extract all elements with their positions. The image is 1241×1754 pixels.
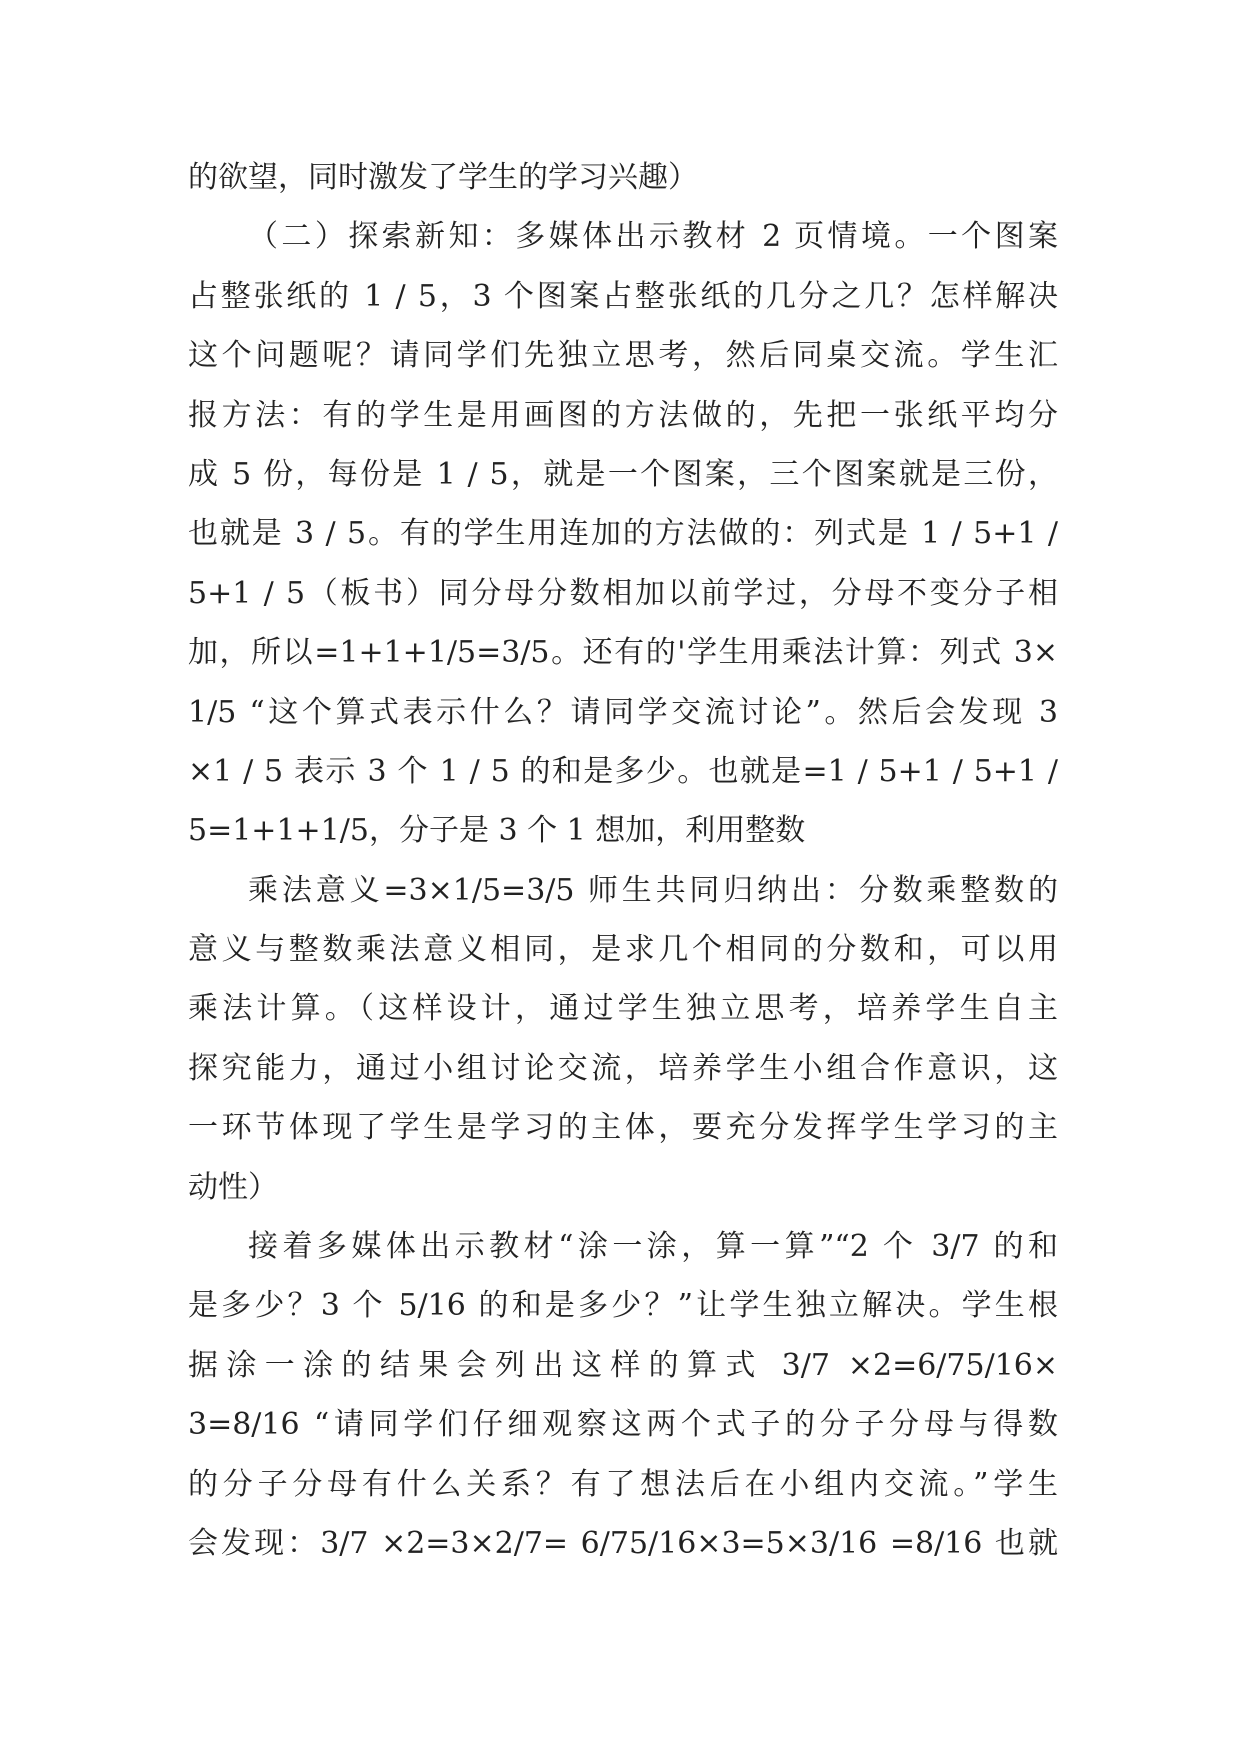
text-line: （二）探索新知：多媒体出示教材 2 页情境。一个图案	[248, 219, 1058, 255]
text-line: 3=8/16 “请同学们仔细观察这两个式子的分子分母与得数	[188, 1407, 1058, 1443]
text-line: ×1 / 5 表示 3 个 1 / 5 的和是多少。也就是=1 / 5+1 / 5+1 /	[188, 753, 1058, 789]
text-line: 加，所以=1+1+1/5=3/5。还有的'学生用乘法计算：列式 3×	[188, 635, 1058, 671]
text-line: 接着多媒体出示教材“涂一涂，算一算”“2 个 3/7 的和	[248, 1229, 1058, 1265]
text-line: 5=1+1+1/5，分子是 3 个 1 想加，利用整数	[188, 813, 806, 849]
text-line: 乘法意义=3×1/5=3/5 师生共同归纳出：分数乘整数的	[248, 872, 1058, 908]
text-line: 动性）	[188, 1169, 278, 1205]
text-line: 报方法：有的学生是用画图的方法做的，先把一张纸平均分	[188, 397, 1058, 433]
text-line: 乘法计算。（这样设计，通过学生独立思考，培养学生自主	[188, 991, 1058, 1027]
text-line: 5+1 / 5（板书）同分母分数相加以前学过，分母不变分子相	[188, 575, 1058, 611]
text-line: 1/5 “这个算式表示什么？请同学交流讨论”。然后会发现 3	[188, 694, 1058, 730]
text-line: 的分子分母有什么关系？有了想法后在小组内交流。”学生	[188, 1466, 1058, 1502]
text-line: 这个问题呢？请同学们先独立思考，然后同桌交流。学生汇	[188, 338, 1058, 374]
text-line: 也就是 3 / 5。有的学生用连加的方法做的：列式是 1 / 5+1 /	[188, 516, 1058, 552]
text-line: 一环节体现了学生是学习的主体，要充分发挥学生学习的主	[188, 1110, 1058, 1146]
text-line: 探究能力，通过小组讨论交流，培养学生小组合作意识，这	[188, 1050, 1058, 1086]
text-line: 的欲望，同时激发了学生的学习兴趣）	[188, 160, 698, 195]
text-line: 成 5 份，每份是 1 / 5，就是一个图案，三个图案就是三份，	[188, 456, 1058, 492]
text-line: 是多少？3 个 5/16 的和是多少？”让学生独立解决。学生根	[188, 1288, 1058, 1324]
text-line: 会发现：3/7 ×2=3×2/7= 6/75/16×3=5×3/16 =8/16 也就	[188, 1525, 1058, 1561]
text-line: 据涂一涂的结果会列出这样的算式 3/7 ×2=6/75/16×	[188, 1347, 1058, 1383]
body-text	[188, 148, 1058, 1573]
text-line: 占整张纸的 1 / 5，3 个图案占整张纸的几分之几？怎样解决	[188, 278, 1058, 314]
text-line: 意义与整数乘法意义相同，是求几个相同的分数和，可以用	[188, 932, 1058, 968]
